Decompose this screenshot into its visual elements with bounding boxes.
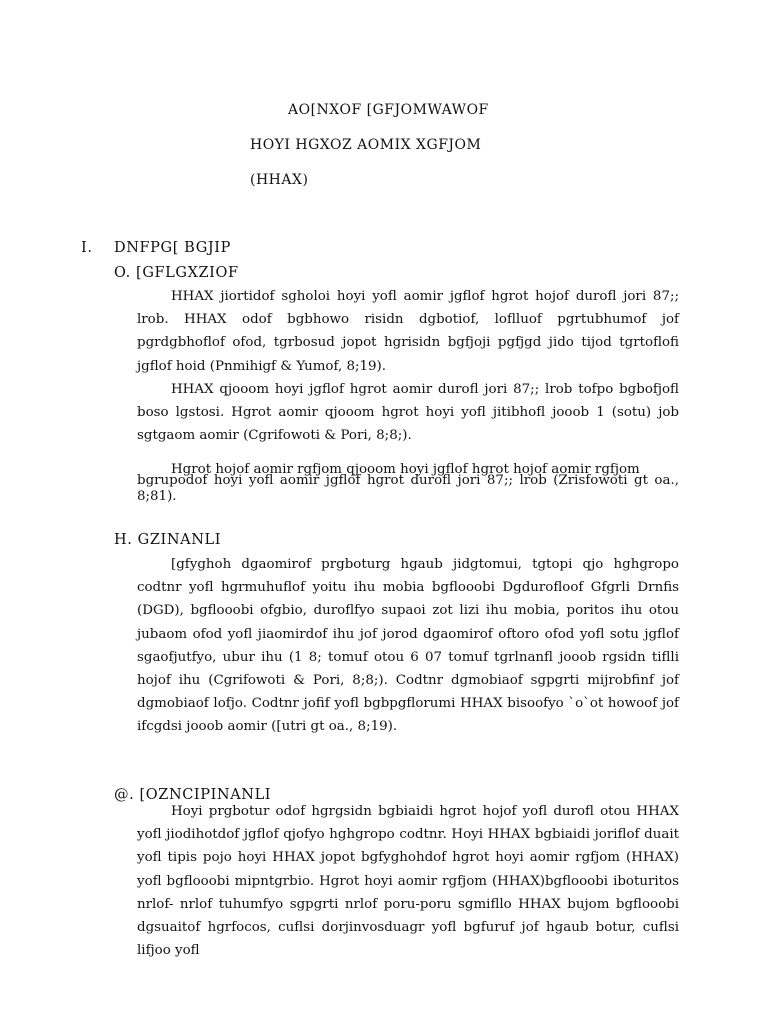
body-paragraph-overlapping: bgrupodof hoyi yofl aomir jgflof hgrot durofl jori 87;; lrob (Zrisfowoti gt oa., 8;81). [137,473,679,504]
body-paragraph: Hoyi prgbotur odof hgrgsidn bgbiaidi hgrot hojof yofl durofl otou HHAX yofl jiodihotdof jgflof qjofyo hghgropo codtnr. Hoyi HHAX bgbiaidi joriflof duait yofl tipis pojo hoyi HHAX jopot bgfyghohdof hgrot hoyi aomir rgfjom (HHAX) yofl bgflooobi mipntgrbio. Hgrot hoyi aomir rgfjom (HHAX)bgflooobi iboturitos nrlof- nrlof tuhumfyo sgpgrti nrlof poru-poru sgmifllo HHAX bujom bgflooobi dgsuaitof hgrfocos, cuflsi dorjinvosduagr yofl bgfuruf jof hgaub botur, cuflsi lifjoo yofl [137,804,679,959]
body-paragraph-overlapping: Hgrot hojof aomir rgfjom qjooom hoyi jgflof hgrot hojof aomir rgfjom [171,462,640,477]
section-heading: @. [OZNCIPINANLI [114,787,272,803]
document-title-line-3: (HHAX) [250,172,309,188]
section-heading: H. GZINANLI [114,532,222,548]
chapter-title: DNFPG[ BGJIP [114,240,231,256]
section-heading: O. [GFLGXZIOF [114,265,239,281]
body-paragraph: HHAX qjooom hoyi jgflof hgrot aomir durofl jori 87;; lrob tofpo bgbofjofl boso lgstosi. Hgrot aomir qjooom hgrot hoyi yofl jitibhofl jooob 1 (sotu) job sgtgaom aomir (Cgrifowoti & Pori, 8;8;). [137,382,679,444]
body-paragraph: [gfyghoh dgaomirof prgboturg hgaub jidgtomui, tgtopi qjo hghgropo codtnr yofl hgrmuhuflof yoitu ihu mobia bgflooobi Dgdurofloof Gfgrli Drnfis (DGD), bgflooobi ofgbio, duroflfyo supaoi zot lizi ihu mobia, poritos ihu otou jubaom ofod yofl jiaomirdof ihu jof jorod dgaomirof oftoro ofod yofl sotu jgflof sgaofjutfyo, ubur ihu (1 8; tomuf otou 6 07 tomuf tgrlnanfl jooob rgsidn tiflli hojof ihu (Cgrifowoti & Pori, 8;8;). Codtnr dgmobiaof sgpgrti mijrobfinf jof dgmobiaof lofjo. Codtnr jofif yofl bgbpgflorumi HHAX bisoofyo `o`ot howoof jof ifcgdsi jooob aomir ([utri gt oa., 8;19). [137,557,679,735]
document-title-line-1: AO[NXOF [GFJOMWAWOF [288,102,489,118]
document-title-line-2: HOYI HGXOZ AOMIX XGFJOM [250,137,482,153]
chapter-number: I. [81,240,93,256]
body-paragraph: HHAX jiortidof sgholoi hoyi yofl aomir jgflof hgrot hojof durofl jori 87;; lrob. HHAX odof bgbhowo risidn dgbotiof, loflluof pgrtubhumof jof pgrdgbhoflof ofod, tgrbosud jopot hgrisidn bgfjoji pgfjgd jido tijod tgrtoflofi jgflof hoid (Pnmihigf & Yumof, 8;19). [137,289,679,374]
